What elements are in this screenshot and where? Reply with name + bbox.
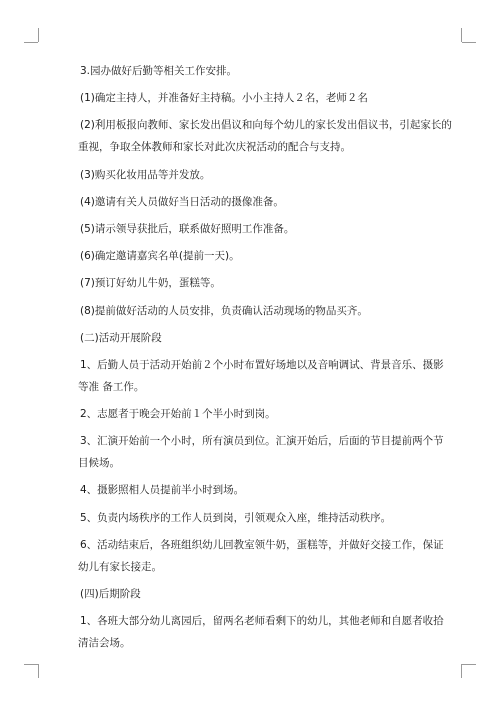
- paragraph: 6、活动结束后，各班组织幼儿回教室领牛奶，蛋糕等，并做好交接工作，保证: [80, 538, 444, 551]
- paragraph: 1、各班大部分幼儿离园后，留两名老师看剩下的幼儿，其他老师和自愿者收拾: [80, 615, 444, 628]
- paragraph-continuation: 幼儿有家长接走。: [78, 560, 162, 573]
- paragraph: (4)邀请有关人员做好当日活动的摄像准备。: [80, 195, 284, 208]
- crop-mark-top-right-horizontal: [462, 42, 476, 43]
- paragraph-continuation: 目候场。: [78, 457, 120, 470]
- crop-mark-bottom-left-vertical: [38, 664, 39, 678]
- paragraph: (3)购买化妆用品等并发放。: [80, 168, 211, 181]
- paragraph: 2、志愿者于晚会开始前１个半小时到岗。: [80, 408, 276, 421]
- paragraph: 3.园办做好后勤等相关工作安排。: [80, 65, 238, 77]
- paragraph: (6)确定邀请嘉宾名单(提前一天)。: [80, 250, 240, 263]
- paragraph: 1、后勤人员于活动开始前２个小时布置好场地以及音响调试、背景音乐、摄影: [80, 358, 444, 371]
- paragraph-continuation: 清洁会场。: [78, 637, 131, 650]
- document-body: [78, 63, 452, 662]
- paragraph-continuation: 重视，争取全体教师和家长对此次庆祝活动的配合与支持。: [78, 141, 351, 154]
- crop-mark-bottom-left-horizontal: [24, 664, 38, 665]
- paragraph: (5)请示领导获批后，联系做好照明工作准备。: [80, 222, 295, 235]
- paragraph: (8)提前做好活动的人员安排，负责确认活动现场的物品买齐。: [80, 304, 368, 317]
- paragraph: 3、汇演开始前一个小时，所有演员到位。汇演开始后，后面的节目提前两个节: [80, 435, 444, 448]
- crop-mark-top-left-vertical: [38, 28, 39, 42]
- section-heading: (二)活动开展阶段: [80, 331, 162, 344]
- paragraph: (2)利用板报向教师、家长发出倡议和向每个幼儿的家长发出倡议书，引起家长的: [80, 119, 452, 132]
- section-heading: (四)后期阶段: [80, 588, 141, 600]
- crop-mark-bottom-right-vertical: [461, 664, 462, 678]
- crop-mark-top-left-horizontal: [24, 42, 38, 43]
- paragraph: 4、摄影照相人员提前半小时到场。: [80, 484, 245, 497]
- paragraph: (7)预订好幼儿牛奶，蛋糕等。: [80, 277, 221, 290]
- crop-mark-bottom-right-horizontal: [462, 664, 476, 665]
- paragraph-continuation: 等准 备工作。: [78, 380, 145, 393]
- paragraph: 5、负责内场秩序的工作人员到岗，引领观众入座，维持活动秩序。: [80, 511, 392, 524]
- paragraph: (1)确定主持人，并准备好主持稿。小小主持人２名，老师２名: [80, 92, 368, 105]
- crop-mark-top-right-vertical: [461, 28, 462, 42]
